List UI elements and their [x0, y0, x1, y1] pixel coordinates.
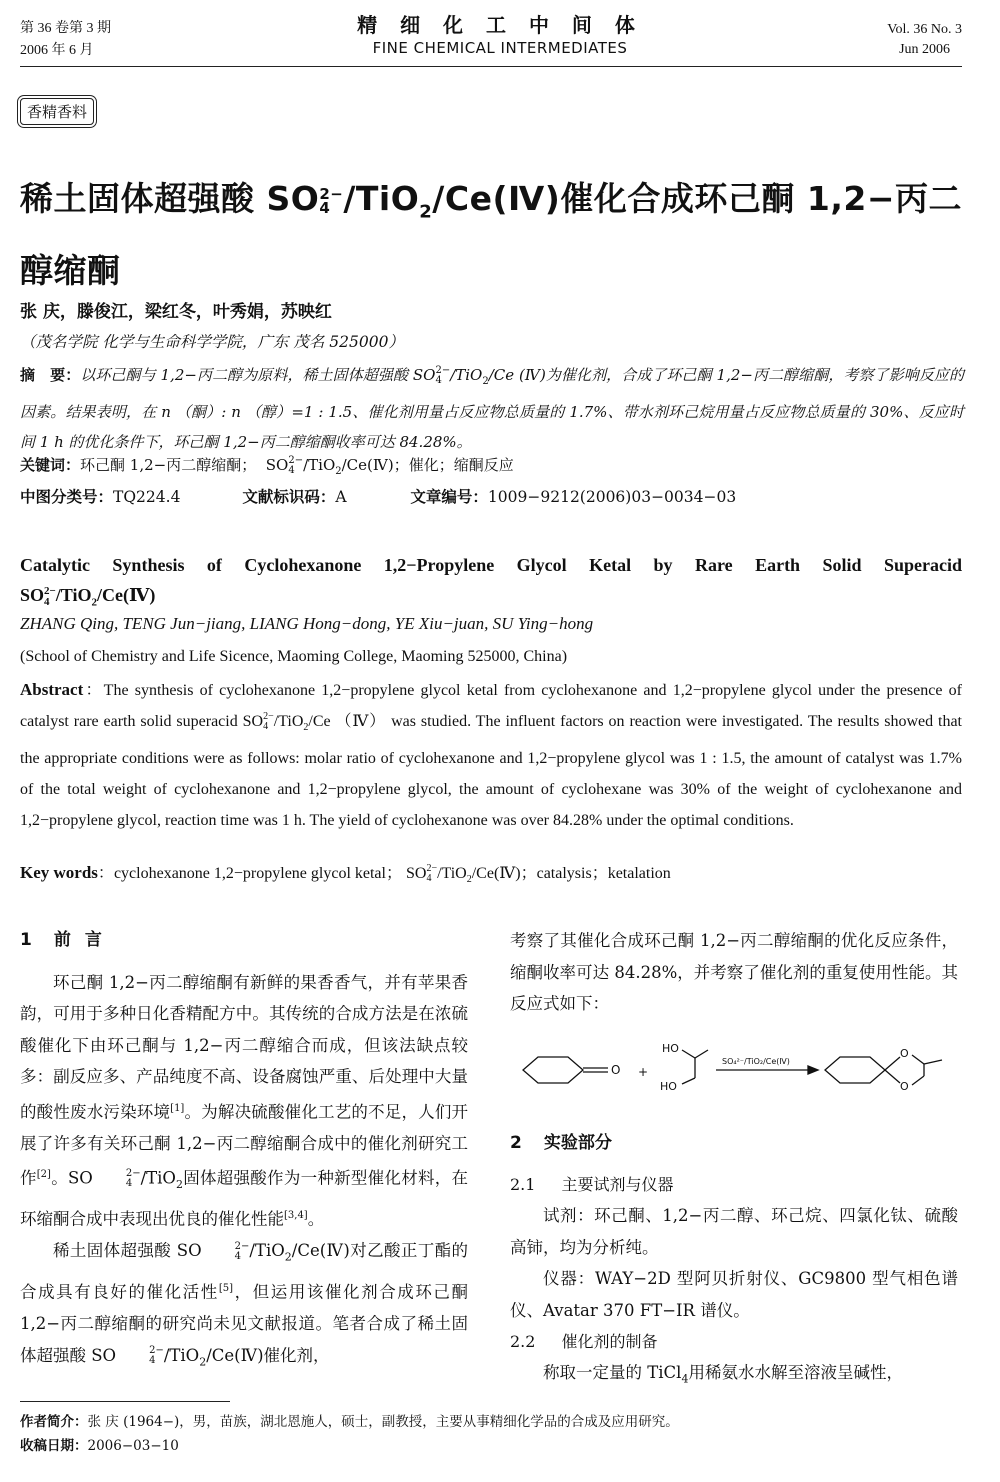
title-text: 稀土固体超强酸 SO	[20, 179, 320, 218]
formula-script	[202, 1242, 250, 1262]
catalyst-label: SO₄²⁻/TiO₂/Ce(Ⅳ)	[722, 1056, 790, 1066]
title-en-formula: SO	[20, 585, 45, 605]
volume-issue-cn: 第 36 卷第 3 期	[20, 21, 111, 36]
keyword: SO	[405, 865, 427, 882]
superscript: 2−	[234, 1240, 250, 1252]
paragraph: 考察了其催化合成环己酮 1,2−丙二醇缩酮的优化反应条件，缩酮收率可达 84.28%，并考察了催化剂的重复使用性能。其反应式如下：	[510, 931, 958, 1013]
footnotes	[20, 1410, 679, 1458]
keywords-cn	[20, 453, 514, 484]
text: /TiO	[249, 1241, 285, 1261]
abstract-cn-text: （酮）:	[175, 403, 227, 421]
text: 环己酮 1,2−丙二醇缩酮有新鲜的果香香气，并有苹果香韵，可用于多种日化香精配方中。其传统的合成方法是在浓硫酸催化下由环己酮与 1,2−丙二醇缩合而成，但该法缺点较多：副反应多、产品纯度不高、设备腐蚀严重、后处理中大量的酸性废水污染环境	[20, 972, 468, 1121]
reaction-scheme-svg	[510, 1034, 958, 1106]
journal-name	[300, 12, 700, 58]
abstract-cn-text: （醇）=1 : 1.5、催化剂用量占反应物总质量的 1.7%、带水剂环己烷用量占反应物总质量的 30%、反应时间 1 h 的优化条件下，环己酮 1,2−丙二醇缩酮收率可达 84.28%。	[20, 403, 964, 451]
plus-sign: +	[638, 1064, 649, 1079]
paragraph	[20, 1235, 468, 1377]
keywords-en	[20, 861, 671, 892]
abstract-en-text: /Ce （Ⅳ） was studied. The influent factors on reaction were investigated. The results showed that the appropriate conditions were as follows: molar ratio of cyclohexanone and 1,2−propylene glycol was 1 : 1.5, the amount of catalyst was 1.7% of the total weight of cyclohexanone and 1,2−propylene glycol, the amount of cyclohexane was 30% of the weight of cyclohexanone and 1,2−propylene glycol, reaction time was 1 h. The yield of cyclohexanone was over 84.28% under the optimal conditions.	[20, 713, 962, 830]
authors-cn: 张 庆，滕俊江，梁红冬，叶秀娟，苏映红	[20, 302, 332, 322]
header-divider	[20, 66, 962, 67]
affiliation-en: (School of Chemistry and Life Sicence, Maoming College, Maoming 525000, China)	[20, 648, 568, 665]
text: /Ce(Ⅳ)对乙酸正丁酯的合成具有良好的催化活性	[20, 1241, 469, 1302]
keyword: /TiO	[303, 456, 336, 474]
subscript: 2	[482, 376, 489, 387]
title-en-formula: /TiO	[55, 585, 92, 605]
subsection-number: 2.2	[510, 1332, 536, 1351]
body-column-left	[20, 925, 468, 1377]
paragraph: 仪器：WAY−2D 型阿贝折射仪、GC9800 型气相色谱仪、Avatar 370 FT−IR 谱仪。	[510, 1269, 958, 1320]
author-bio-label: 作者简介：	[20, 1414, 88, 1430]
abstract-en-colon: ：	[83, 682, 104, 699]
subscript: 2	[91, 596, 97, 609]
keywords-cn-label: 关键词：	[20, 456, 81, 474]
doc-code-label: 文献标识码：	[242, 488, 336, 506]
citation: [3,4]	[284, 1210, 308, 1222]
dioxolane-bond	[912, 1076, 924, 1085]
date-en: Jun 2006	[899, 42, 951, 57]
methyl-bond	[924, 1060, 942, 1064]
section-heading-2	[510, 1128, 958, 1160]
subsection-heading	[510, 1169, 958, 1200]
abstract-en	[20, 674, 962, 836]
title-superscript: 2−	[319, 184, 344, 203]
authors-en: ZHANG Qing, TENG Jun−jiang, LIANG Hong−dong, YE Xiu−juan, SU Ying−hong	[20, 614, 594, 633]
reaction-scheme	[510, 1034, 958, 1106]
superscript: 2−	[44, 584, 56, 597]
superscript: 2−	[288, 455, 304, 466]
keyword: 环己酮 1,2−丙二醇缩酮；	[80, 456, 257, 474]
article-number: 1009−9212(2006)03−0034−03	[487, 488, 737, 506]
keywords-en-label: Key words	[20, 863, 98, 882]
page-title	[20, 170, 970, 300]
paragraph	[20, 967, 468, 1236]
subscript: 4	[234, 1250, 242, 1262]
running-header-right	[887, 20, 962, 60]
subscript: 4	[149, 1355, 156, 1367]
subscript: 2	[466, 874, 472, 886]
title-formula-script	[319, 184, 344, 217]
received-date	[20, 1434, 679, 1458]
formula-script	[93, 1169, 141, 1189]
abstract-cn-formula	[435, 366, 450, 386]
citation: [1]	[170, 1102, 185, 1114]
clc-label: 中图分类号：	[20, 488, 114, 506]
text: 称取一定量的 TiCl	[543, 1363, 682, 1382]
text: /TiO	[163, 1345, 200, 1365]
oxygen-label: O	[900, 1079, 909, 1093]
abstract-en-formula	[263, 712, 274, 732]
hydroxyl-label: HO	[662, 1041, 679, 1055]
reaction-arrow-head	[808, 1066, 818, 1074]
section-heading-1	[20, 925, 468, 957]
text: 固体超强酸作为一种新型催化材料，在环缩酮合成中表现出优良的催化性能	[20, 1168, 469, 1229]
journal-name-cn: 精 细 化 工 中 间 体	[357, 13, 643, 37]
superscript: 2−	[263, 711, 274, 723]
text: /Ce(Ⅳ)催化剂，	[206, 1345, 330, 1365]
abstract-cn-label: 摘 要：	[20, 366, 81, 384]
glycol-bond	[682, 1078, 695, 1084]
title-en	[20, 550, 962, 618]
doc-code: A	[335, 488, 347, 506]
dioxolane-bond	[885, 1070, 900, 1083]
section-number: 2	[510, 1132, 522, 1153]
date-cn: 2006 年 6 月	[20, 43, 94, 58]
keyword: /Ce(Ⅳ)；catalysis；ketalation	[471, 865, 671, 882]
superscript: 2−	[426, 863, 438, 875]
footnote-divider	[20, 1401, 230, 1402]
title-text: /Ce(Ⅳ)催化合成环己酮 1,2−丙二醇缩酮	[20, 179, 962, 290]
glycol-bond	[682, 1050, 695, 1058]
abstract-cn	[20, 360, 964, 457]
cyclohexanone-ring	[523, 1057, 583, 1083]
title-en-line1: Catalytic Synthesis of Cyclohexanone 1,2−Propylene Glycol Ketal by Rare Earth Solid Superacid	[20, 555, 962, 575]
glycol-bond	[695, 1050, 708, 1058]
running-header-left	[20, 18, 111, 62]
paragraph: 试剂：环己酮、1,2−丙二醇、环己烷、四氯化钛、硫酸高铈，均为分析纯。	[510, 1206, 958, 1257]
citation: [5]	[218, 1283, 234, 1295]
keyword-formula	[426, 864, 437, 884]
section-title: 前言	[53, 930, 116, 950]
superscript: 2−	[435, 365, 451, 376]
subscript: 4	[435, 375, 442, 386]
author-bio	[20, 1410, 679, 1434]
variable-n: n	[231, 403, 241, 421]
section-number: 1	[20, 930, 32, 950]
section-title: 实验部分	[543, 1132, 612, 1153]
keyword: /TiO	[437, 865, 467, 882]
text: 稀土固体超强酸 SO	[53, 1241, 202, 1261]
oxygen-label: O	[611, 1062, 621, 1077]
body-column-right	[510, 925, 958, 1395]
citation: [2]	[36, 1169, 51, 1180]
subscript: 2	[284, 1250, 292, 1264]
subsection-title: 主要试剂与仪器	[561, 1175, 674, 1194]
clc-number: TQ224.4	[113, 488, 181, 506]
subscript: 2	[303, 722, 309, 734]
received-date-label: 收稿日期：	[20, 1438, 88, 1454]
received-date-value: 2006−03−10	[87, 1438, 179, 1454]
volume-issue-en: Vol. 36 No. 3	[887, 22, 962, 37]
subscript: 4	[426, 873, 432, 885]
abstract-cn-text: /Ce (Ⅳ)为催化剂，合成了环己酮 1,2−丙二醇缩酮，考察了影响反应的因素。结果表明，在	[20, 366, 964, 421]
title-subscript: 4	[319, 198, 331, 217]
variable-n: n	[161, 403, 171, 421]
text: ，但运用该催化剂合成环己酮 1,2−丙二醇缩酮的研究尚未见文献报道。笔者合成了稀土固体超强酸 SO	[20, 1282, 469, 1365]
superscript: 2−	[149, 1345, 164, 1357]
subscript: 2	[175, 1177, 183, 1191]
hydroxyl-label: HO	[660, 1079, 677, 1093]
subscript: 4	[263, 721, 269, 733]
abstract-cn-text: /TiO	[450, 366, 483, 384]
product-cyclohexane-ring	[825, 1057, 885, 1083]
subscript: 4	[44, 595, 50, 608]
subscript: 2	[335, 466, 342, 477]
keyword: SO	[265, 456, 289, 474]
abstract-en-text: /TiO	[273, 713, 304, 730]
title-en-formula: /Ce(Ⅳ)	[96, 585, 156, 605]
subscript: 4	[288, 465, 295, 476]
keyword: /Ce(Ⅳ)；催化；缩酮反应	[341, 456, 514, 474]
text: 。	[307, 1209, 325, 1229]
text: 用稀氨水水解至溶液呈碱性，	[688, 1363, 903, 1382]
title-text: /TiO	[343, 179, 420, 218]
journal-name-en: FINE CHEMICAL INTERMEDIATES	[372, 39, 628, 57]
formula-script	[116, 1346, 164, 1366]
abstract-cn-text: 以环己酮与 1,2−丙二醇为原料，稀土固体超强酸 SO	[80, 366, 436, 384]
keyword: cyclohexanone 1,2−propylene glycol ketal；	[113, 865, 402, 882]
dioxolane-bond	[885, 1057, 900, 1070]
text: 。SO	[50, 1168, 93, 1188]
subsection-number: 2.1	[510, 1175, 536, 1194]
subscript: 4	[681, 1372, 689, 1386]
abstract-en-text: The synthesis of cyclohexanone 1,2−propylene glycol ketal from cyclohexanone and 1,2−propylene glycol under the presence of catalyst rare earth solid superacid SO	[20, 682, 962, 730]
dioxolane-bond	[912, 1055, 924, 1064]
keywords-en-colon: ：	[97, 865, 114, 882]
subsection-title: 催化剂的制备	[561, 1332, 658, 1351]
keyword-formula	[288, 456, 303, 476]
classification-line	[20, 485, 964, 509]
oxygen-label: O	[900, 1046, 909, 1060]
subscript: 2	[199, 1354, 207, 1368]
title-en-formula-script	[44, 586, 56, 608]
affiliation-cn: （茂名学院 化学与生命科学学院，广东 茂名 525000）	[20, 333, 404, 351]
text: /TiO	[140, 1168, 176, 1188]
superscript: 2−	[125, 1168, 141, 1179]
text: 。为解决硫酸催化工艺的不足，人们开展了许多有关环己酮 1,2−丙二醇缩酮合成中的催化剂研究工作	[20, 1102, 469, 1188]
abstract-en-label: Abstract	[20, 680, 84, 699]
subsection-heading	[510, 1326, 958, 1357]
column-tag: 香精香料	[20, 98, 94, 125]
subscript: 4	[125, 1178, 133, 1189]
author-bio-text: 张 庆 (1964−)，男，苗族，湖北恩施人，硕士，副教授，主要从事精细化学品的合成及应用研究。	[87, 1414, 679, 1430]
paragraph	[510, 1357, 958, 1395]
article-number-label: 文章编号：	[410, 488, 488, 506]
title-subscript: 2	[419, 201, 433, 223]
